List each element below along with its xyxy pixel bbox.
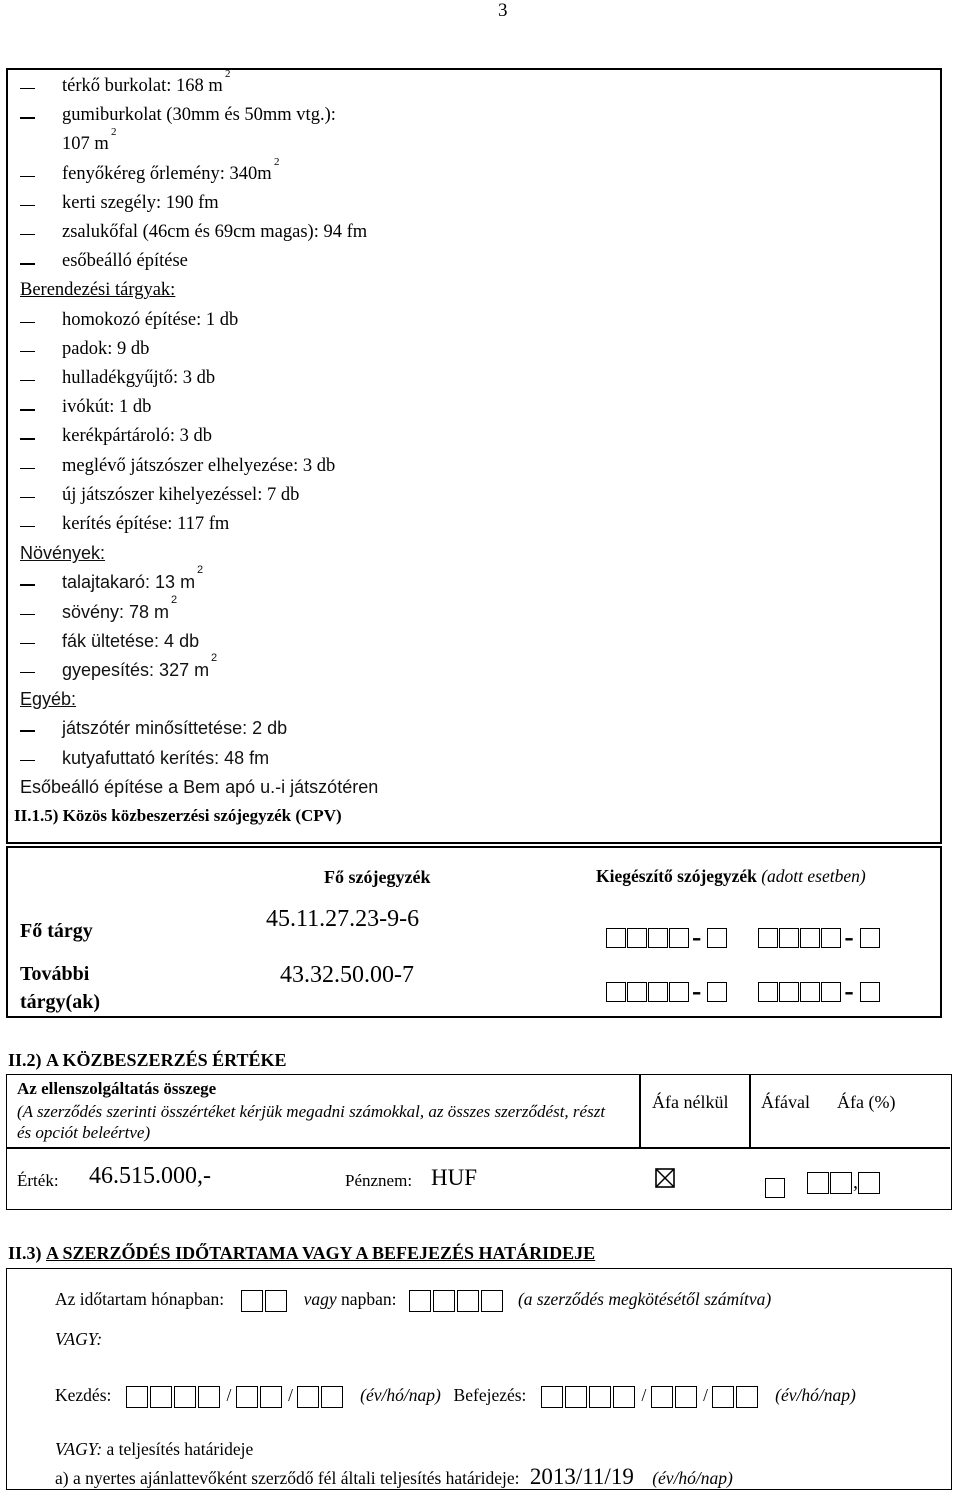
list-text: esőbeálló építése <box>62 251 188 272</box>
bullet-dash-icon <box>20 409 35 410</box>
superscript: 2 <box>274 155 280 168</box>
list-text: Egyéb: <box>20 689 77 710</box>
bullet-dash-icon <box>20 614 35 615</box>
cpv-col-supp-header <box>596 866 866 887</box>
list-text: gyepesítés: 327 m <box>62 660 210 680</box>
bullet-dash-icon <box>20 380 35 381</box>
superscript: 2 <box>111 126 117 139</box>
currency-label: Pénznem: <box>345 1171 413 1190</box>
superscript: 2 <box>211 652 218 664</box>
bullet-dash-icon <box>20 88 35 89</box>
page-number: 3 <box>498 0 508 21</box>
list-text: új játszószer kihelyezéssel: 7 db <box>62 484 300 505</box>
bullet-dash-icon <box>20 263 35 264</box>
list-text: fenyőkéreg őrlemény: 340m <box>62 163 272 184</box>
value-label: Érték: <box>17 1171 59 1190</box>
cpv-main-supplementary-code[interactable]: - - <box>606 920 881 954</box>
cpv-col-supp-title: Kiegészítő szójegyzék <box>596 866 757 886</box>
or-label-1: VAGY: <box>55 1329 103 1349</box>
list-text: Berendezési tárgyak: <box>20 280 176 301</box>
list-text: talajtakaró: 13 m <box>62 572 196 593</box>
checkbox-with-vat[interactable] <box>765 1178 786 1198</box>
list-text: meglévő játszószer elhelyezése: 3 db <box>62 455 336 476</box>
list-text: gumiburkolat (30mm és 50mm vtg.): <box>62 105 336 126</box>
duration-heading: II.3) A SZERZŐDÉS IDŐTARTAMA VAGY A BEFEJEZÉS HATÁRIDEJE <box>8 1243 596 1263</box>
list-text: kerékpártároló: 3 db <box>62 426 212 447</box>
bullet-dash-icon <box>20 497 35 498</box>
consideration-title: Az ellenszolgáltatás összege <box>17 1079 217 1098</box>
list-text: ivókút: 1 db <box>62 397 152 418</box>
list-text: zsalukőfal (46cm és 69cm magas): 94 fm <box>62 222 368 242</box>
value-table <box>6 1074 952 1210</box>
deadline-row: a) a nyertes ajánlattevőként szerződő fél általi teljesítés határideje: 2013/11/19 (év/hó/nap) <box>55 1464 733 1489</box>
superscript: 2 <box>225 68 231 80</box>
end-year-input[interactable] <box>541 1385 637 1405</box>
list-text: sövény: 78 m <box>62 601 170 622</box>
bullet-dash-icon <box>20 643 35 644</box>
currency-value: HUF <box>431 1165 478 1190</box>
cpv-additional-code: 43.32.50.00-7 <box>280 962 414 988</box>
list-text: kutyafuttató kerítés: 48 fm <box>62 747 270 768</box>
cpv-additional-supplementary-code[interactable]: - - <box>606 974 881 1008</box>
cpv-col-main-header: Fő szójegyzék <box>324 867 431 887</box>
checkbox-no-vat-checked[interactable] <box>655 1168 675 1193</box>
col-no-vat: Áfa nélkül <box>652 1092 729 1112</box>
bullet-dash-icon <box>20 526 35 527</box>
duration-box <box>6 1268 952 1490</box>
bullet-dash-icon <box>20 322 35 323</box>
list-text: fák ültetése: 4 db <box>62 630 200 651</box>
bullet-dash-icon <box>20 760 35 761</box>
start-month-input[interactable] <box>236 1385 284 1405</box>
date-row: Kezdés: / / (év/hó/nap) Befejezés: / / (év/hó/nap) <box>55 1385 856 1408</box>
bullet-dash-icon <box>20 584 35 585</box>
list-text: kerti szegély: 190 fm <box>62 192 219 213</box>
value-amount: 46.515.000,- <box>89 1163 211 1189</box>
list-text: 107 m <box>62 134 109 155</box>
bullet-dash-icon <box>20 234 35 235</box>
months-input[interactable] <box>241 1289 289 1309</box>
cpv-heading: II.1.5) Közös közbeszerzési szójegyzék (CPV) <box>14 806 342 825</box>
bullet-dash-icon <box>20 730 35 731</box>
bullet-dash-icon <box>20 351 35 352</box>
list-text: hulladékgyűjtő: 3 db <box>62 368 216 388</box>
cpv-col-supp-note: (adott esetben) <box>761 866 866 886</box>
scope-description-box <box>6 68 942 844</box>
list-text: Növények: <box>20 543 106 564</box>
bullet-dash-icon <box>20 176 35 177</box>
deadline-label-row: VAGY: a teljesítés határideje <box>55 1439 254 1459</box>
cpv-table <box>6 846 942 1018</box>
cpv-row-more-label: További tárgy(ak) <box>20 963 100 1013</box>
days-input[interactable] <box>409 1289 505 1309</box>
checked-box-icon <box>655 1168 675 1188</box>
col-vat-percent: Áfa (%) <box>837 1092 896 1112</box>
vat-percent-input[interactable]: , <box>807 1171 881 1194</box>
start-year-input[interactable] <box>126 1385 222 1405</box>
list-text: térkő burkolat: 168 m <box>62 76 223 96</box>
cpv-row-main-label: Fő tárgy <box>20 920 93 942</box>
superscript: 2 <box>171 593 178 606</box>
end-day-input[interactable] <box>712 1385 760 1405</box>
list-text: homokozó építése: 1 db <box>62 309 239 330</box>
bullet-dash-icon <box>20 117 35 118</box>
consideration-note: (A szerződés szerinti összértéket kérjük megadni számokkal, az összes szerződést, részt és opciót beleértve) <box>17 1102 606 1142</box>
bullet-dash-icon <box>20 672 35 673</box>
months-row: Az időtartam hónapban: vagy napban: (a szerződés megkötésétől számítva) <box>55 1289 771 1312</box>
start-day-input[interactable] <box>297 1385 345 1405</box>
deadline-date: 2013/11/19 <box>529 1464 634 1489</box>
end-month-input[interactable] <box>651 1385 699 1405</box>
list-text: játszótér minősíttetése: 2 db <box>62 718 288 739</box>
cpv-main-code: 45.11.27.23-9-6 <box>266 906 420 932</box>
bullet-dash-icon <box>20 468 35 469</box>
bullet-dash-icon <box>20 438 35 439</box>
bullet-dash-icon <box>20 205 35 206</box>
list-text: kerítés építése: 117 fm <box>62 514 230 534</box>
list-text: Esőbeálló építése a Bem apó u.-i játszótéren <box>20 776 379 797</box>
value-heading: II.2) A KÖZBESZERZÉS ÉRTÉKE <box>8 1050 287 1070</box>
superscript: 2 <box>197 564 204 577</box>
list-text: padok: 9 db <box>62 338 150 359</box>
col-vat: Áfával <box>761 1092 810 1112</box>
